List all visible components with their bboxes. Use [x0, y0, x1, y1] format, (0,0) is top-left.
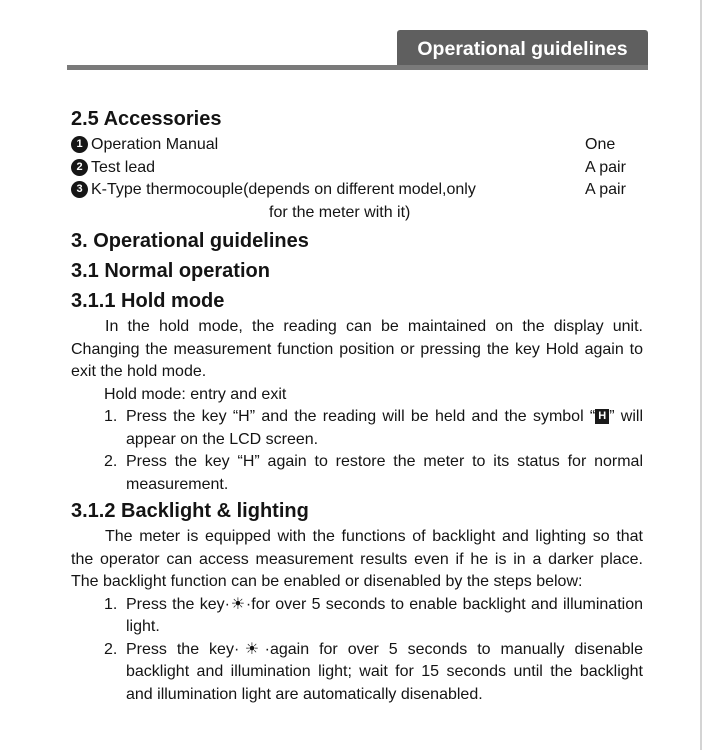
step-text: [126, 594, 643, 639]
list-item: [71, 134, 643, 157]
step-number: 1.: [104, 595, 118, 613]
step-number: 1.: [104, 408, 118, 425]
section-3-1-2-heading: 3.1.2 Backlight & lighting: [71, 500, 309, 522]
accessory-quantity: A pair: [585, 158, 626, 176]
header-rule: [67, 65, 648, 70]
step-text-part: Press the key “H” and the reading will be held and the symbol “: [126, 408, 596, 425]
step-text-part: for over 5 seconds to enable backlight and illumination light.: [126, 595, 643, 635]
step-text-part: again for over 5 seconds to manually disenable backlight and illumination light; wait for 15 seconds until the backlight and illumination light are automatically disenabled.: [126, 640, 643, 703]
section-3-1-heading: 3.1 Normal operation: [71, 260, 270, 282]
list-item: [71, 179, 643, 202]
step-text: [126, 406, 643, 451]
accessories-heading: 2.5 Accessories: [71, 108, 222, 130]
page-edge: [700, 0, 702, 750]
step-text-part: ” will appear on the LCD screen.: [126, 408, 643, 448]
hold-mode-subheading: Hold mode: entry and exit: [104, 385, 287, 403]
step-number: 2.: [104, 453, 118, 470]
page-content: [71, 104, 643, 706]
accessory-name: Test lead: [91, 158, 156, 176]
numbered-circle-icon: 2: [71, 159, 88, 176]
section-header-tab: [397, 30, 648, 68]
backlight-paragraph: The meter is equipped with the functions of backlight and lighting so that the operator can access measurement results even if he is in a darker place. The backlight function can be enabled or disenabled by the steps below:: [71, 528, 643, 590]
step-text: Press the key “H” again to restore the meter to its status for normal measurement.: [126, 453, 643, 493]
hold-mode-paragraph: In the hold mode, the reading can be maintained on the display unit. Changing the measurement function position or pressing the key Hold again to exit the hold mode.: [71, 318, 643, 380]
numbered-circle-icon: 1: [71, 136, 88, 153]
accessory-name-continuation: for the meter with it): [269, 203, 411, 221]
section-header-title: Operational guidelines: [417, 37, 628, 60]
backlight-step-1: [71, 594, 643, 639]
sun-icon: ·☀·: [224, 595, 252, 613]
section-3-heading: 3. Operational guidelines: [71, 230, 309, 252]
list-item: [71, 157, 643, 180]
step-text: [126, 639, 643, 707]
hold-step-1: [71, 406, 643, 451]
backlight-step-2: [71, 639, 643, 707]
accessory-name: Operation Manual: [91, 136, 219, 153]
lcd-hold-icon: H: [595, 409, 609, 424]
accessory-quantity: A pair: [585, 181, 626, 198]
step-text-part: Press the key: [126, 640, 234, 658]
accessory-quantity: One: [585, 136, 616, 153]
accessories-list: [71, 134, 643, 224]
step-number: 2.: [104, 640, 118, 658]
sun-icon: ·☀·: [233, 640, 270, 658]
step-text-part: Press the key: [126, 595, 225, 613]
section-3-1-1-heading: 3.1.1 Hold mode: [71, 290, 225, 312]
numbered-circle-icon: 3: [71, 181, 88, 198]
hold-step-2: [71, 451, 643, 496]
accessory-name: K-Type thermocouple(depends on different model,only: [91, 181, 476, 198]
